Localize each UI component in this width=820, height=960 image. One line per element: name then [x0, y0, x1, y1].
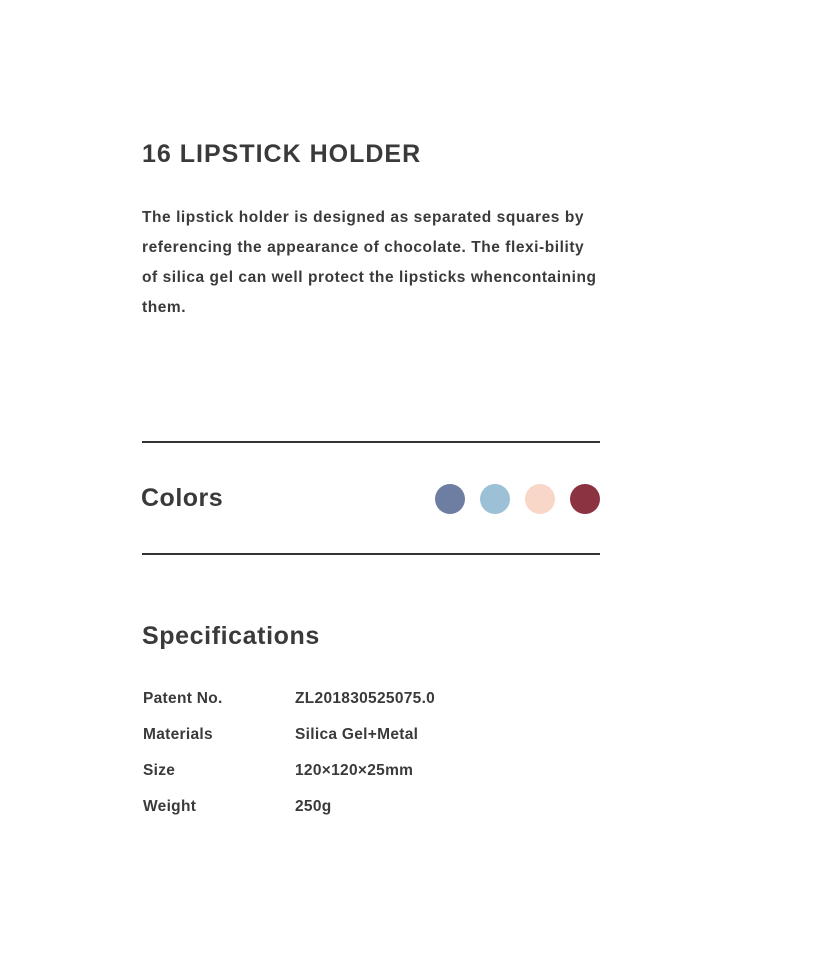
spec-row-materials [143, 726, 435, 762]
colors-divider-bottom [142, 553, 600, 555]
spec-row-patent [143, 690, 435, 726]
color-swatch-burgundy[interactable] [570, 484, 600, 514]
spec-label: Size [143, 762, 176, 779]
spec-label: Materials [143, 726, 213, 743]
color-swatch-light-blue[interactable] [480, 484, 510, 514]
spec-row-size [143, 762, 435, 798]
spec-value: ZL201830525075.0 [295, 690, 436, 707]
colors-divider-top [142, 441, 600, 443]
spec-value: 250g [295, 798, 332, 815]
specifications-title: Specifications [142, 622, 320, 650]
spec-row-weight [143, 798, 435, 834]
product-title: 16 LIPSTICK HOLDER [142, 140, 422, 168]
spec-label: Patent No. [143, 690, 223, 707]
color-swatches [435, 484, 600, 514]
color-swatch-peach[interactable] [525, 484, 555, 514]
color-swatch-slate-blue[interactable] [435, 484, 465, 514]
spec-value: Silica Gel+Metal [295, 726, 419, 743]
spec-value: 120×120×25mm [295, 762, 414, 779]
product-description: The lipstick holder is designed as separated squares by referencing the appearance of chocolate. The flexi-bility of silica gel can well protect the lipsticks whencontaining them. [142, 209, 597, 316]
spec-label: Weight [143, 798, 197, 815]
colors-label: Colors [141, 484, 224, 512]
specifications-table [143, 690, 435, 834]
